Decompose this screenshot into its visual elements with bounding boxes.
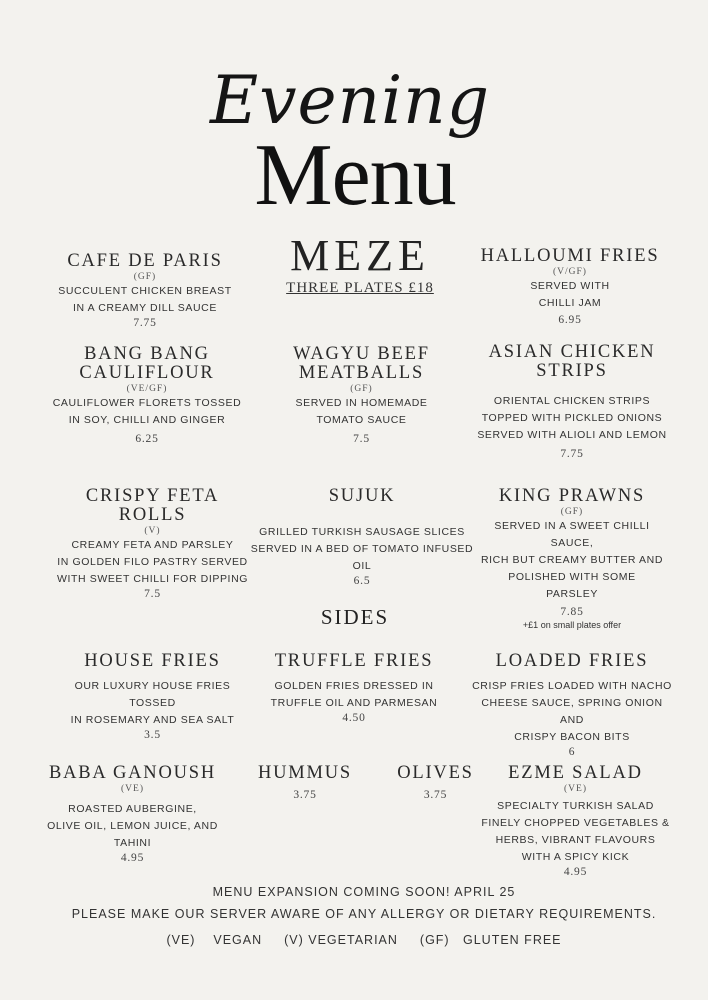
item-price: 6.95 — [558, 314, 582, 326]
item-desc: SERVED WITH ALIOLI AND LEMON — [477, 429, 667, 441]
menu-item-truffle-fries — [264, 652, 444, 724]
item-desc: TOMATO SAUCE — [316, 414, 407, 426]
item-desc: IN A CREAMY DILL SAUCE — [73, 302, 217, 314]
menu-item-asian-chicken-strips — [470, 343, 674, 460]
item-price: 6.25 — [135, 433, 159, 445]
item-name: STRIPS — [536, 361, 608, 381]
item-desc: TRUFFLE OIL AND PARMESAN — [270, 697, 438, 709]
item-name: MEATBALLS — [298, 363, 425, 383]
item-name: KING PRAWNS — [498, 486, 646, 506]
item-desc: IN SOY, CHILLI AND GINGER — [68, 414, 226, 426]
item-name: HALLOUMI FRIES — [480, 246, 660, 266]
item-desc: SERVED WITH — [530, 280, 610, 292]
legend-vegetarian: (V) VEGETARIAN — [284, 933, 398, 947]
item-desc: PARSLEY — [546, 588, 598, 600]
diet-tag: (VE) — [564, 784, 587, 794]
item-name: WAGYU BEEF — [293, 344, 430, 364]
item-price: 7.75 — [133, 317, 157, 329]
item-desc: SERVED IN HOMEMADE — [295, 397, 428, 409]
item-desc: OUR LUXURY HOUSE FRIES TOSSED — [74, 680, 231, 709]
item-desc: FINELY CHOPPED VEGETABLES & — [481, 817, 670, 829]
meze-offer: THREE PLATES £18 — [286, 280, 434, 296]
legend-gluten-free: (GF) GLUTEN FREE — [419, 933, 562, 947]
item-name: SUJUK — [328, 486, 396, 506]
diet-tag: (V) — [144, 526, 161, 536]
menu-item-cafe-de-paris — [50, 252, 240, 329]
diet-tag: (GF) — [350, 384, 373, 394]
title-script: Evening — [210, 62, 490, 139]
menu-item-bang-bang-cauliflour — [52, 345, 242, 445]
item-desc: TOPPED WITH PICKLED ONIONS — [481, 412, 663, 424]
menu-item-house-fries — [55, 652, 250, 741]
item-name: EZME SALAD — [508, 763, 643, 783]
item-price: 7.75 — [560, 448, 584, 460]
meze-heading: MEZE — [290, 231, 430, 280]
item-price: 4.95 — [120, 852, 145, 864]
item-price: 3.5 — [144, 729, 161, 741]
item-name: HOUSE FRIES — [84, 651, 221, 671]
item-desc: WITH A SPICY KICK — [521, 851, 630, 863]
item-price: 7.5 — [353, 433, 370, 445]
diet-legend — [0, 931, 708, 949]
item-name: CAFE DE PARIS — [67, 251, 223, 271]
item-desc: CAULIFLOWER FLORETS TOSSED — [52, 397, 242, 409]
menu-item-hummus — [255, 764, 355, 801]
offer-note: +£1 on small plates offer — [522, 620, 622, 630]
diet-tag: (V/GF) — [553, 267, 587, 277]
footer-announcement: MENU EXPANSION COMING SOON! APRIL 25 — [212, 885, 516, 899]
item-desc: SPECIALTY TURKISH SALAD — [497, 800, 654, 812]
item-desc: OLIVE OIL, LEMON JUICE, AND TAHINI — [47, 820, 218, 849]
item-desc: WITH SWEET CHILLI FOR DIPPING — [56, 573, 249, 585]
item-desc: GRILLED TURKISH SAUSAGE SLICES — [259, 526, 465, 538]
item-name: BABA GANOUSH — [48, 763, 217, 783]
item-price: 3.75 — [293, 789, 317, 801]
item-price: 4.95 — [563, 866, 588, 878]
menu-item-halloumi-fries — [470, 247, 670, 326]
diet-tag: (GF) — [560, 507, 584, 517]
menu-item-loaded-fries — [472, 652, 672, 758]
item-desc: SERVED IN A BED OF TOMATO INFUSED OIL — [250, 543, 474, 572]
menu-item-crispy-feta-rolls — [55, 487, 250, 600]
item-name: LOADED FRIES — [495, 651, 649, 671]
title-menu: Menu — [254, 127, 456, 224]
item-price: 3.75 — [423, 789, 448, 801]
item-desc: CREAMY FETA AND PARSLEY — [71, 539, 234, 551]
item-name: TRUFFLE FRIES — [274, 651, 434, 671]
item-price: 4.50 — [342, 712, 366, 724]
item-desc: RICH BUT CREAMY BUTTER AND — [480, 554, 664, 566]
item-name: HUMMUS — [257, 763, 353, 783]
menu-item-baba-ganoush — [30, 764, 235, 864]
menu-item-sujuk — [248, 487, 476, 587]
item-desc: ROASTED AUBERGINE, — [68, 803, 197, 815]
item-price: 7.85 — [560, 606, 584, 618]
item-name: OLIVES — [397, 763, 474, 783]
item-name: ASIAN CHICKEN — [488, 342, 656, 362]
menu-item-wagyu-meatballs — [264, 345, 459, 445]
item-name: ROLLS — [118, 505, 187, 525]
item-desc: CHEESE SAUCE, SPRING ONION AND — [481, 697, 663, 726]
item-name: CAULIFLOUR — [79, 363, 215, 383]
item-desc: POLISHED WITH SOME — [508, 571, 636, 583]
item-price: 7.5 — [144, 588, 161, 600]
diet-tag: (VE) — [121, 784, 144, 794]
item-desc: IN ROSEMARY AND SEA SALT — [70, 714, 235, 726]
item-desc: IN GOLDEN FILO PASTRY SERVED — [57, 556, 248, 568]
item-desc: ORIENTAL CHICKEN STRIPS — [493, 395, 651, 407]
item-price: 6.5 — [353, 575, 371, 587]
legend-vegan: (VE) VEGAN — [166, 933, 263, 947]
item-desc: CRISPY BACON BITS — [514, 731, 630, 743]
item-name: CRISPY FETA — [85, 486, 220, 506]
footer-allergy-notice: PLEASE MAKE OUR SERVER AWARE OF ANY ALLERGY OR DIETARY REQUIREMENTS. — [71, 907, 657, 921]
menu-item-ezme-salad — [478, 764, 673, 878]
menu-item-king-prawns — [472, 487, 672, 630]
menu-item-olives — [388, 764, 483, 801]
item-name: BANG BANG — [84, 344, 210, 364]
item-desc: SUCCULENT CHICKEN BREAST — [58, 285, 232, 297]
item-desc: CRISP FRIES LOADED WITH NACHO — [472, 680, 672, 692]
item-desc: HERBS, VIBRANT FLAVOURS — [495, 834, 656, 846]
item-desc: GOLDEN FRIES DRESSED IN — [274, 680, 434, 692]
item-desc: SERVED IN A SWEET CHILLI SAUCE, — [494, 520, 650, 549]
sides-heading: SIDES — [320, 605, 390, 629]
diet-tag: (VE/GF) — [126, 384, 168, 394]
diet-tag: (GF) — [133, 272, 157, 282]
item-price: 6 — [568, 746, 576, 758]
item-desc: CHILLI JAM — [538, 297, 602, 309]
